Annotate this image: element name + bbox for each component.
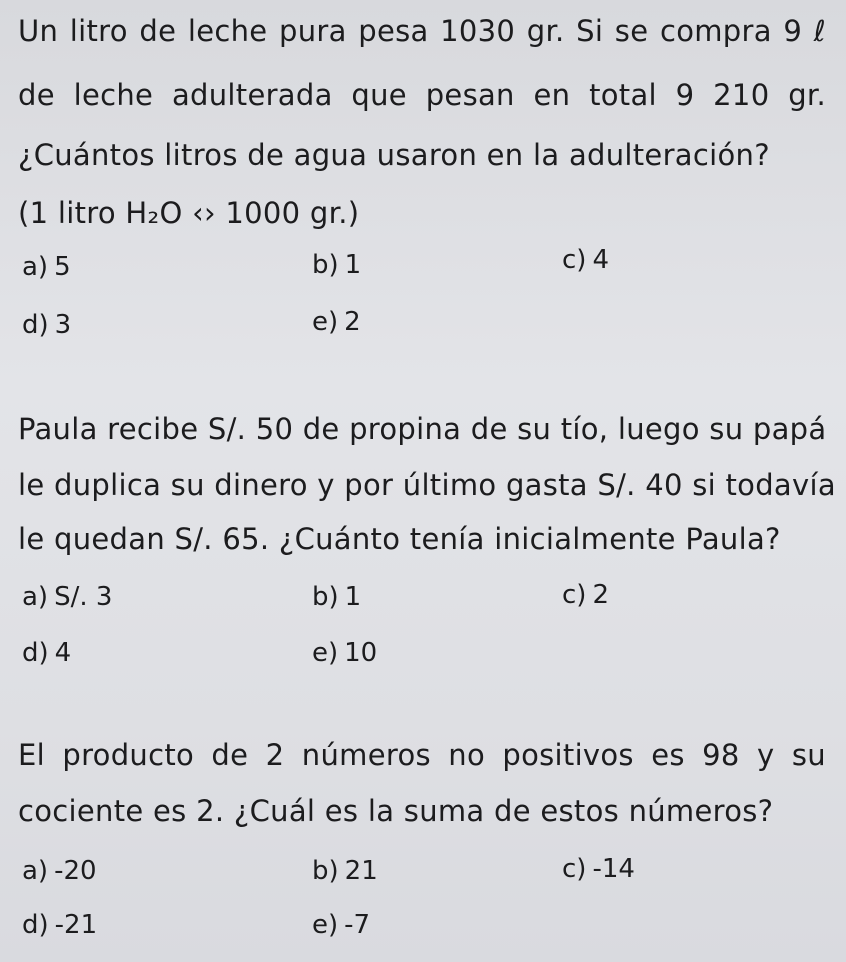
problem-1-option-b[interactable]: b) 1	[312, 250, 362, 280]
problem-1-line-2: de leche adulterada que pesan en total 9 210 gr.	[18, 78, 826, 112]
problem-3-option-d[interactable]: d) -21	[22, 910, 98, 940]
problem-2-option-d[interactable]: d) 4	[22, 638, 72, 668]
problem-3-line-1: El producto de 2 números no positivos es 98 y su	[18, 738, 826, 772]
problem-3-option-e[interactable]: e) -7	[312, 910, 371, 940]
problem-1-option-d[interactable]: d) 3	[22, 310, 72, 340]
problem-1-option-a[interactable]: a) 5	[22, 252, 71, 282]
problem-2-option-b[interactable]: b) 1	[312, 582, 362, 612]
problem-2-option-c[interactable]: c) 2	[562, 580, 609, 610]
problem-2-option-a[interactable]: a) S/. 3	[22, 582, 113, 612]
problem-3-line-2: cociente es 2. ¿Cuál es la suma de estos números?	[18, 794, 774, 828]
problem-2-line-1: Paula recibe S/. 50 de propina de su tío, luego su papá	[18, 412, 827, 446]
problem-1-line-1: Un litro de leche pura pesa 1030 gr. Si se compra 9 ℓ	[18, 14, 826, 48]
problem-2-line-3: le quedan S/. 65. ¿Cuánto tenía inicialmente Paula?	[18, 522, 781, 556]
problem-3-option-c[interactable]: c) -14	[562, 854, 635, 884]
problem-1-option-e[interactable]: e) 2	[312, 307, 361, 337]
problem-3-option-a[interactable]: a) -20	[22, 856, 97, 886]
problem-2-option-e[interactable]: e) 10	[312, 638, 378, 668]
problem-1-line-4: (1 litro H₂O ‹› 1000 gr.)	[18, 196, 360, 230]
problem-3-option-b[interactable]: b) 21	[312, 856, 378, 886]
problem-1-line-3: ¿Cuántos litros de agua usaron en la adulteración?	[18, 138, 770, 172]
problem-2-line-2: le duplica su dinero y por último gasta S/. 40 si todavía	[18, 468, 836, 502]
problem-1-option-c[interactable]: c) 4	[562, 245, 609, 275]
